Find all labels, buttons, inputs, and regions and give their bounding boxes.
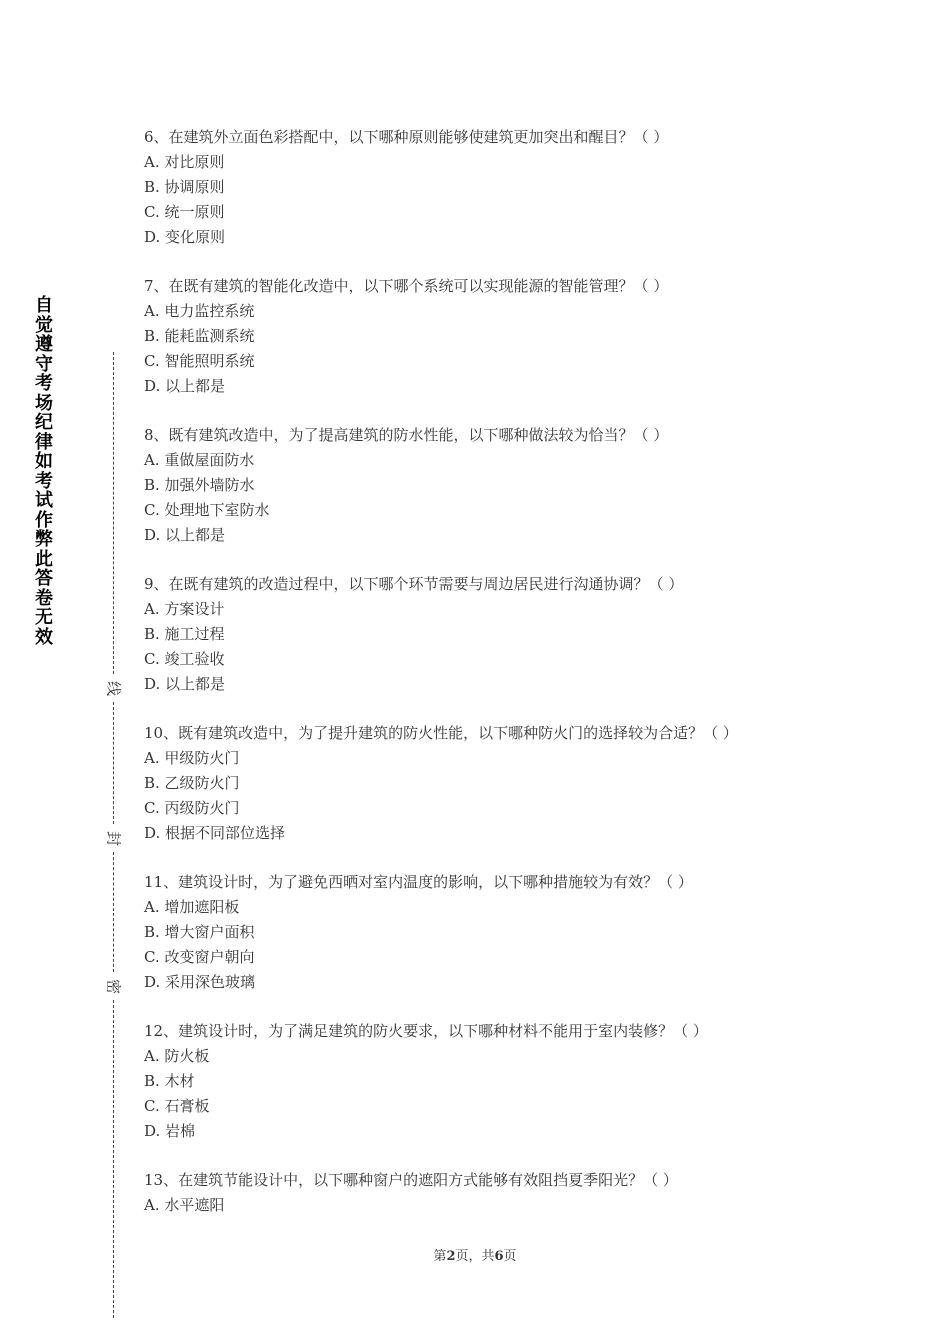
option-c: C. 统一原则: [144, 203, 225, 221]
option-a: A. 对比原则: [144, 153, 225, 171]
question-10: [144, 721, 924, 846]
option-a: A. 水平遮阳: [144, 1196, 225, 1214]
binding-dashed-line: [113, 352, 114, 674]
binding-label-line: 线: [104, 680, 123, 696]
binding-dashed-line: [113, 852, 114, 972]
option-a: A. 重做屋面防水: [144, 451, 255, 469]
question-stem: 7、在既有建筑的智能化改造中，以下哪个系统可以实现能源的智能管理？（ ）: [144, 277, 669, 295]
total-page-count: 6: [494, 1249, 504, 1264]
exam-discipline-notice: 自觉遵守考场纪律如考试作弊此答卷无效: [35, 295, 53, 648]
binding-label-seal: 封: [104, 830, 123, 846]
option-a: A. 电力监控系统: [144, 302, 255, 320]
option-b: B. 木材: [144, 1072, 195, 1090]
footer-middle: 页，共: [455, 1249, 495, 1264]
option-b: B. 协调原则: [144, 178, 225, 196]
option-b: B. 能耗监测系统: [144, 327, 255, 345]
option-a: A. 甲级防火门: [144, 749, 240, 767]
question-9: [144, 572, 924, 697]
footer-prefix: 第: [433, 1249, 447, 1264]
current-page-number: 2: [446, 1249, 456, 1264]
question-stem: 6、在建筑外立面色彩搭配中，以下哪种原则能够使建筑更加突出和醒目？（ ）: [144, 128, 669, 146]
option-c: C. 丙级防火门: [144, 799, 240, 817]
question-6: [144, 125, 924, 250]
question-stem: 11、建筑设计时，为了避免西晒对室内温度的影响，以下哪种措施较为有效？（ ）: [144, 873, 693, 891]
question-stem: 13、在建筑节能设计中，以下哪种窗户的遮阳方式能够有效阻挡夏季阳光？（ ）: [144, 1171, 678, 1189]
option-d: D. 以上都是: [144, 526, 226, 544]
question-stem: 12、建筑设计时，为了满足建筑的防火要求，以下哪种材料不能用于室内装修？（ ）: [144, 1022, 708, 1040]
option-d: D. 以上都是: [144, 377, 226, 395]
option-c: C. 智能照明系统: [144, 352, 255, 370]
option-d: D. 岩棉: [144, 1122, 196, 1140]
question-list: [144, 125, 924, 1242]
footer-suffix: 页: [503, 1249, 517, 1264]
option-a: A. 方案设计: [144, 600, 225, 618]
binding-label-secret: 密: [104, 978, 123, 994]
question-7: [144, 274, 924, 399]
binding-dashed-line: [113, 702, 114, 824]
question-8: [144, 423, 924, 548]
option-c: C. 竣工验收: [144, 650, 225, 668]
option-a: A. 增加遮阳板: [144, 898, 240, 916]
option-d: D. 以上都是: [144, 675, 226, 693]
option-b: B. 加强外墙防水: [144, 476, 255, 494]
page-footer: [0, 1245, 950, 1264]
option-a: A. 防火板: [144, 1047, 210, 1065]
question-stem: 8、既有建筑改造中，为了提高建筑的防水性能，以下哪种做法较为恰当？（ ）: [144, 426, 669, 444]
option-b: B. 施工过程: [144, 625, 225, 643]
binding-dashed-line: [113, 1000, 114, 1318]
question-11: [144, 870, 924, 995]
question-13: [144, 1168, 924, 1218]
option-c: C. 改变窗户朝向: [144, 948, 255, 966]
option-d: D. 采用深色玻璃: [144, 973, 256, 991]
question-stem: 9、在既有建筑的改造过程中，以下哪个环节需要与周边居民进行沟通协调？（ ）: [144, 575, 684, 593]
option-b: B. 增大窗户面积: [144, 923, 255, 941]
question-12: [144, 1019, 924, 1144]
option-c: C. 石膏板: [144, 1097, 210, 1115]
option-d: D. 根据不同部位选择: [144, 824, 286, 842]
option-b: B. 乙级防火门: [144, 774, 240, 792]
option-c: C. 处理地下室防水: [144, 501, 270, 519]
option-d: D. 变化原则: [144, 228, 226, 246]
question-stem: 10、既有建筑改造中，为了提升建筑的防火性能，以下哪种防火门的选择较为合适？（ ）: [144, 724, 738, 742]
